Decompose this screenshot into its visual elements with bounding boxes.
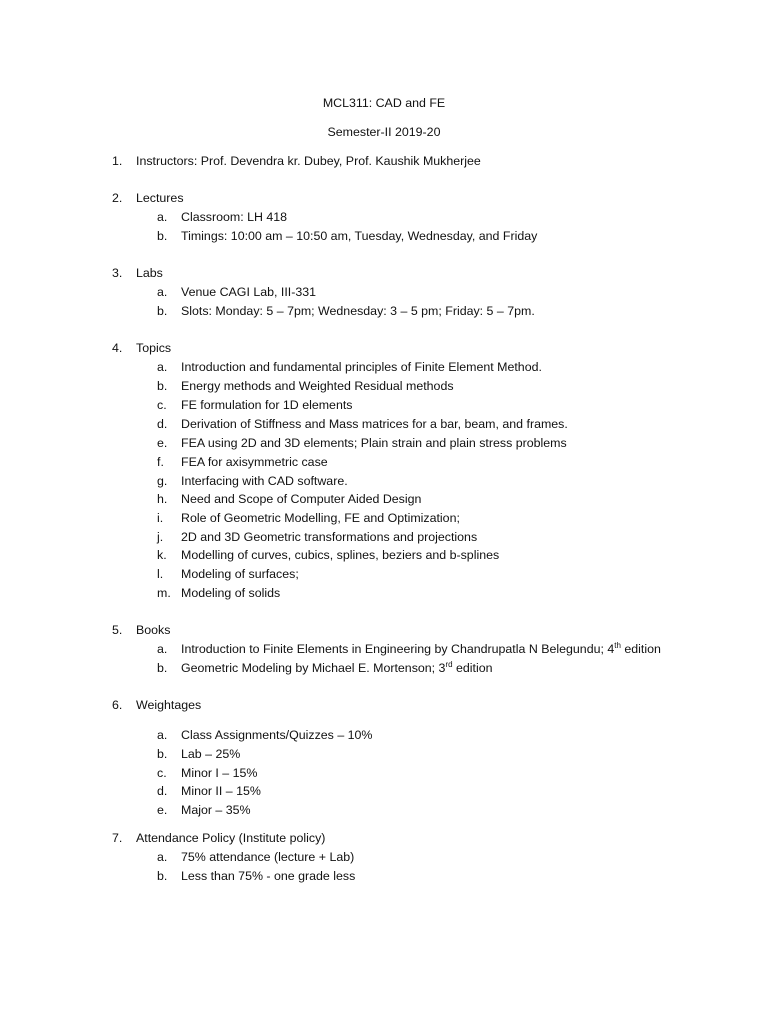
section-title: Topics [136, 341, 172, 355]
item-letter: a. [157, 360, 168, 374]
item-letter: d. [157, 784, 168, 798]
item-text-main: Introduction and fundamental principles of Finite Element Method. [181, 360, 542, 374]
item-text [181, 529, 477, 545]
item-text-main: 2D and 3D Geometric transformations and projections [181, 530, 478, 544]
item-letter: a. [157, 642, 168, 656]
item-text-main: Lab – 25% [181, 747, 241, 761]
section-title: Labs [136, 266, 163, 280]
item-text-main: Venue CAGI Lab, III-331 [181, 285, 317, 299]
section-number: 6. [112, 698, 123, 712]
item-text [181, 746, 240, 762]
item-letter: a. [157, 210, 168, 224]
item-letter: i. [157, 511, 164, 525]
item-letter: k. [157, 548, 167, 562]
item-text [181, 359, 542, 375]
item-text [181, 397, 352, 413]
item-letter: e. [157, 436, 168, 450]
section-number: 7. [112, 831, 123, 845]
item-text [181, 284, 316, 300]
item-text [181, 473, 348, 489]
item-text-main: FE formulation for 1D elements [181, 398, 353, 412]
item-letter: e. [157, 803, 168, 817]
item-text-main: 75% attendance (lecture + Lab) [181, 850, 355, 864]
item-letter: c. [157, 398, 167, 412]
semester-title: Semester-II 2019-20 [327, 125, 441, 139]
item-letter: j. [157, 530, 164, 544]
item-text [181, 727, 372, 743]
item-text-main: Major – 35% [181, 803, 251, 817]
item-text-main: Derivation of Stiffness and Mass matrices for a bar, beam, and frames. [181, 417, 568, 431]
item-text-main: Classroom: LH 418 [181, 210, 288, 224]
item-text-main: Modeling of solids [181, 586, 281, 600]
section-number: 3. [112, 266, 123, 280]
item-text [181, 641, 661, 657]
section-title: Books [136, 623, 171, 637]
item-text-suffix: edition [620, 642, 661, 656]
item-letter: b. [157, 747, 168, 761]
item-letter: d. [157, 417, 168, 431]
item-text-main: Role of Geometric Modelling, FE and Optimization; [181, 511, 460, 525]
item-text-main: Geometric Modeling by Michael E. Mortenson; 3 [181, 661, 446, 675]
item-letter: b. [157, 661, 168, 675]
item-text [181, 783, 261, 799]
item-text-main: Class Assignments/Quizzes – 10% [181, 728, 373, 742]
item-text-main: Need and Scope of Computer Aided Design [181, 492, 422, 506]
item-letter: b. [157, 869, 168, 883]
item-letter: h. [157, 492, 168, 506]
item-text-main: Minor II – 15% [181, 784, 261, 798]
item-text-main: FEA for axisymmetric case [181, 455, 328, 469]
item-text [181, 435, 567, 451]
section-title: Lectures [136, 191, 184, 205]
item-text-suffix: edition [452, 661, 493, 675]
item-text [181, 802, 251, 818]
item-letter: b. [157, 304, 168, 318]
item-text [181, 660, 493, 676]
item-text-main: Minor I – 15% [181, 766, 258, 780]
item-letter: g. [157, 474, 168, 488]
item-text [181, 868, 355, 884]
item-text-main: Slots: Monday: 5 – 7pm; Wednesday: 3 – 5 pm; Friday: 5 – 7pm. [181, 304, 535, 318]
item-letter: a. [157, 728, 168, 742]
item-letter: b. [157, 229, 168, 243]
section-number: 1. [112, 154, 123, 168]
item-text-main: Interfacing with CAD software. [181, 474, 348, 488]
item-text [181, 491, 421, 507]
item-text-main: Modelling of curves, cubics, splines, beziers and b-splines [181, 548, 500, 562]
item-text [181, 416, 568, 432]
item-text [181, 765, 257, 781]
item-letter: m. [157, 586, 171, 600]
item-text [181, 585, 280, 601]
item-letter: l. [157, 567, 164, 581]
edition-superscript: th [614, 640, 621, 650]
item-text [181, 209, 287, 225]
item-text [181, 510, 460, 526]
section-number: 4. [112, 341, 123, 355]
item-text-main: Timings: 10:00 am – 10:50 am, Tuesday, Wednesday, and Friday [181, 229, 538, 243]
item-text-main: Less than 75% - one grade less [181, 869, 356, 883]
item-text [181, 566, 299, 582]
item-letter: a. [157, 285, 168, 299]
item-text [181, 547, 499, 563]
course-title: MCL311: CAD and FE [322, 96, 446, 110]
item-text-main: FEA using 2D and 3D elements; Plain strain and plain stress problems [181, 436, 567, 450]
item-letter: c. [157, 766, 167, 780]
section-title: Weightages [136, 698, 202, 712]
item-letter: f. [157, 455, 164, 469]
item-text [181, 378, 454, 394]
item-letter: b. [157, 379, 168, 393]
item-text-main: Energy methods and Weighted Residual methods [181, 379, 454, 393]
item-text-main: Modeling of surfaces; [181, 567, 299, 581]
item-text [181, 228, 537, 244]
section-title: Attendance Policy (Institute policy) [136, 831, 326, 845]
edition-superscript: rd [445, 659, 453, 669]
item-text [181, 454, 328, 470]
item-letter: a. [157, 850, 168, 864]
section-number: 5. [112, 623, 123, 637]
section-number: 2. [112, 191, 123, 205]
item-text [181, 849, 354, 865]
item-text-main: Introduction to Finite Elements in Engineering by Chandrupatla N Belegundu; 4 [181, 642, 615, 656]
item-text [181, 303, 535, 319]
section-title: Instructors: Prof. Devendra kr. Dubey, Prof. Kaushik Mukherjee [136, 154, 481, 168]
